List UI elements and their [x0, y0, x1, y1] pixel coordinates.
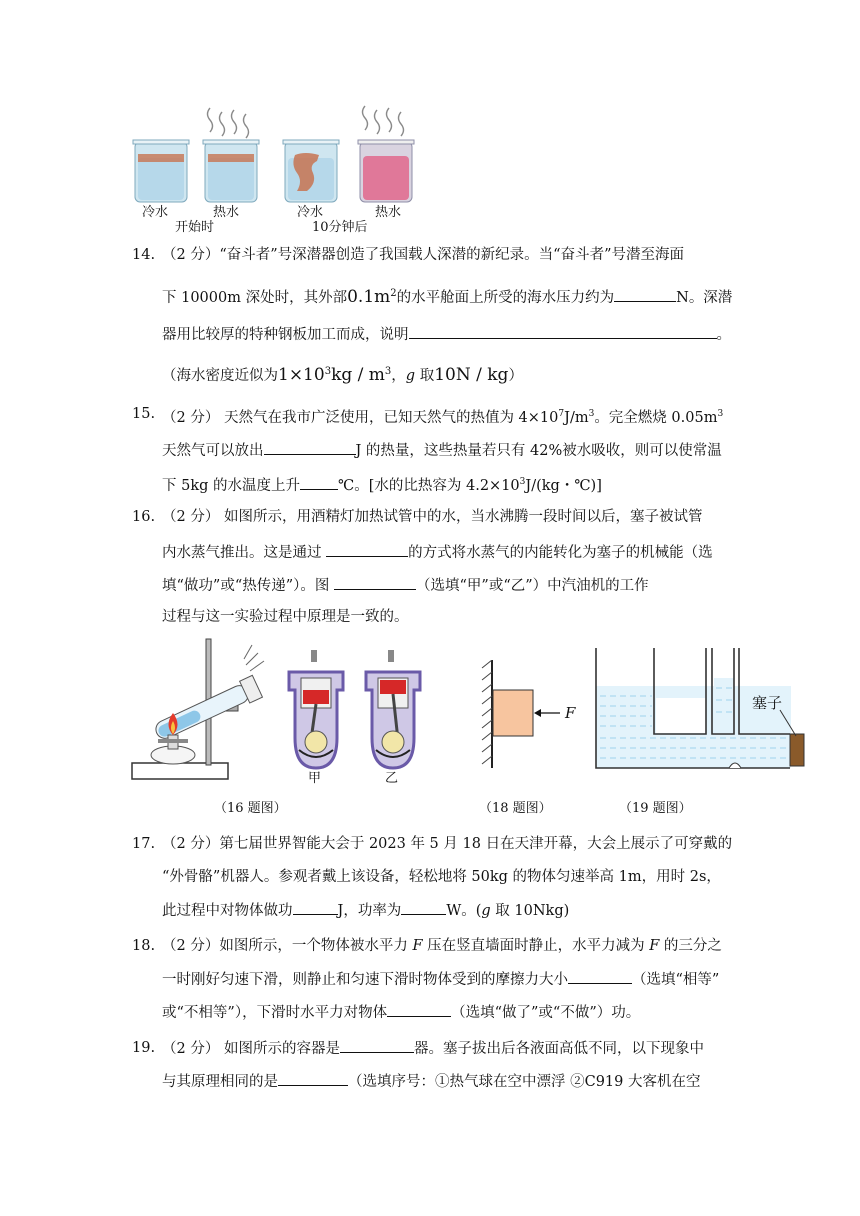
- question-text: 或“不相等”），下滑时水平力对物体 （选填“做了”或“不做”）功。: [162, 1002, 640, 1023]
- answer-blank[interactable]: [293, 900, 338, 915]
- label-yi: 乙: [385, 771, 399, 786]
- question-number: 15.: [132, 406, 156, 422]
- question-number: 17.: [132, 836, 156, 852]
- answer-blank[interactable]: [326, 542, 408, 557]
- question-text: （2 分）如图所示，一个物体被水平力 F 压在竖直墙面时静止，水平力减为 F 的三分之: [162, 938, 722, 954]
- force-label: F: [565, 704, 576, 722]
- test-tube-heating-figure: [128, 635, 268, 785]
- answer-blank[interactable]: [340, 1038, 414, 1053]
- question-number: 16.: [132, 509, 156, 525]
- answer-blank[interactable]: [334, 575, 416, 590]
- figure-caption-18: （18 题图）: [479, 801, 552, 816]
- block-wall-figure: [478, 660, 578, 770]
- question-text: 此过程中对物体做功 J，功率为 W。(g 取 10Nkg): [162, 900, 569, 921]
- stopper-label: 塞子: [752, 694, 783, 712]
- question-text: 器用比较厚的特种钢板加工而成，说明 。: [162, 324, 731, 345]
- answer-blank[interactable]: [568, 969, 632, 984]
- question-number: 14.: [132, 247, 156, 263]
- figure-caption-16: （16 题图）: [214, 801, 287, 816]
- question-text: 天然气可以放出 J 的热量，这些热量若只有 42%被水吸收，则可以使常温: [162, 440, 722, 461]
- answer-blank[interactable]: [264, 440, 356, 455]
- question-text: （2 分）“奋斗者”号深潜器创造了我国载人深潜的新纪录。当“奋斗者”号潜至海面: [162, 247, 684, 263]
- question-text: （2 分）第七届世界智能大会于 2023 年 5 月 18 日在天津开幕，大会上展示了可穿戴的: [162, 836, 733, 852]
- label-after-10-min: 10分钟后: [312, 220, 368, 235]
- label-cold-water: 冷水: [142, 205, 169, 220]
- label-hot-water: 热水: [213, 205, 240, 220]
- question-text: “外骨骼”机器人。参观者戴上该设备，轻松地将 50kg 的物体匀速举高 1m，用时 2s，: [162, 869, 721, 885]
- answer-blank[interactable]: [401, 900, 446, 915]
- question-text: 过程与这一实验过程中原理是一致的。: [162, 609, 409, 625]
- label-jia: 甲: [308, 771, 322, 786]
- answer-blank[interactable]: [409, 324, 717, 339]
- label-hot-water-after: 热水: [375, 205, 402, 220]
- answer-blank[interactable]: [614, 287, 676, 302]
- question-text: 与其原理相同的是 （选填序号：①热气球在空中漂浮 ②C919 大客机在空: [162, 1071, 701, 1092]
- answer-blank[interactable]: [300, 475, 338, 490]
- question-text: 一时刚好匀速下滑，则静止和匀速下滑时物体受到的摩擦力大小 （选填“相等”: [162, 969, 719, 990]
- figure-caption-19: （19 题图）: [619, 801, 692, 816]
- question-text: （2 分） 如图所示的容器是 器。塞子拔出后各液面高低不同，以下现象中: [162, 1038, 704, 1059]
- label-cold-water-after: 冷水: [297, 205, 324, 220]
- label-start: 开始时: [175, 220, 215, 235]
- question-number: 18.: [132, 938, 156, 954]
- question-text: 填“做功”或“热传递”）。图 （选填“甲”或“乙”）中汽油机的工作: [162, 575, 649, 596]
- question-text: 内水蒸气推出。这是通过 的方式将水蒸气的内能转化为塞子的机械能（选: [162, 542, 713, 563]
- engine-jia: [283, 650, 349, 775]
- question-text: 下 10000m 深处时，其外部$0.1m^2$的水平舱面上所受的海水压力约为 N。深潜: [162, 286, 733, 307]
- question-note: （海水密度近似为$1\times 10^3kg / m^3$，g 取10N / kg）: [162, 364, 523, 385]
- question-text: （2 分） 天然气在我市广泛使用，已知天然气的热值为 $4\times 10^7J/m^3$。完全燃烧 $0.05m^3$: [162, 409, 724, 426]
- question-text: （2 分） 如图所示，用酒精灯加热试管中的水，当水沸腾一段时间以后，塞子被试管: [162, 509, 703, 525]
- answer-blank[interactable]: [387, 1002, 451, 1017]
- engine-yi: [360, 650, 426, 775]
- question-text: 下 5kg 的水温度上升 ℃。[水的比热容为 $4.2\times 10^3J/(kg$・℃)]: [162, 472, 602, 496]
- question-number: 19.: [132, 1040, 156, 1056]
- answer-blank[interactable]: [278, 1071, 348, 1086]
